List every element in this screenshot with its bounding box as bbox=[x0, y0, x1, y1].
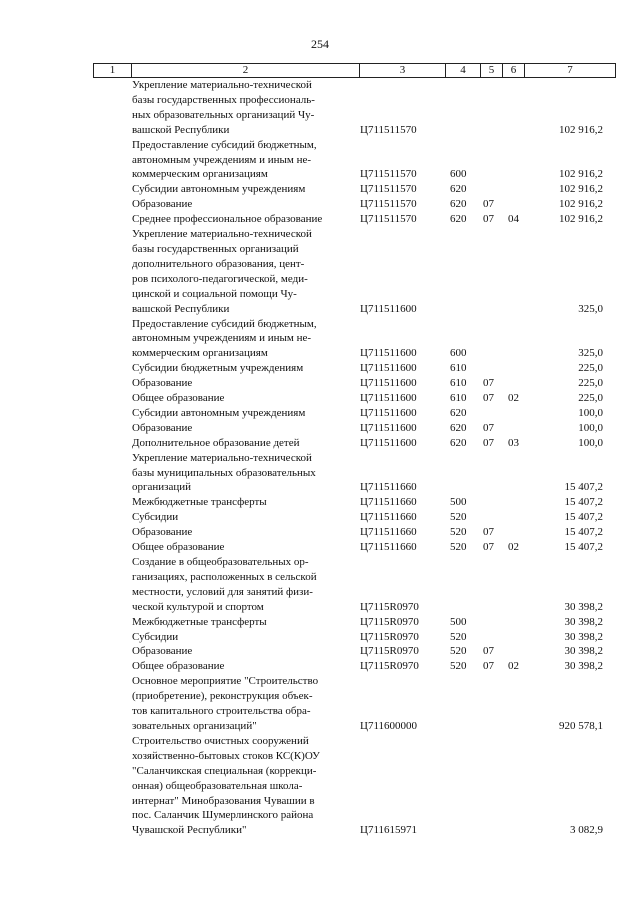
table-row bbox=[0, 525, 640, 540]
row-code: Ц711511660 bbox=[360, 511, 417, 524]
row-code: Ц711511600 bbox=[360, 362, 417, 375]
table-row bbox=[0, 212, 640, 227]
row-pr: 03 bbox=[508, 436, 519, 449]
row-pr: 02 bbox=[508, 660, 519, 673]
budget-table-body bbox=[0, 78, 640, 838]
row-vr: 620 bbox=[450, 406, 467, 419]
row-name: Общее образование bbox=[132, 541, 225, 554]
table-row bbox=[0, 376, 640, 391]
table-row bbox=[0, 630, 640, 645]
table-row bbox=[0, 197, 640, 212]
row-name: Образование bbox=[132, 526, 193, 539]
row-code: Ц711511660 bbox=[360, 481, 417, 494]
row-name: Укрепление материально-технической базы государственных организаций дополнительного образования, цент- ров психолого-педагогической, меди- цинской и социальной помощи Чу- вашской Республики bbox=[132, 228, 312, 315]
row-code: Ц711615971 bbox=[360, 824, 418, 837]
row-pr: 02 bbox=[508, 392, 519, 405]
row-code: Ц711600000 bbox=[360, 719, 418, 732]
row-sum: 15 407,2 bbox=[564, 496, 603, 509]
row-name: Укрепление материально-технической базы государственных профессиональ- ных образовательных организаций Чу- вашской Республики bbox=[132, 79, 315, 136]
table-row bbox=[0, 510, 640, 525]
table-row bbox=[0, 540, 640, 555]
row-code: Ц711511600 bbox=[360, 392, 417, 405]
row-vr: 610 bbox=[450, 362, 467, 375]
row-code: Ц7115R0970 bbox=[360, 600, 419, 613]
table-row bbox=[0, 451, 640, 496]
row-name: Создание в общеобразовательных ор- ганизациях, расположенных в сельской местности, условий для занятий физи- ческой культурой и спортом bbox=[132, 556, 317, 613]
row-sum: 102 916,2 bbox=[559, 198, 603, 211]
row-code: Ц711511600 bbox=[360, 377, 417, 390]
row-name: Образование bbox=[132, 421, 193, 434]
row-code: Ц711511570 bbox=[360, 183, 417, 196]
row-sum: 15 407,2 bbox=[564, 481, 603, 494]
row-vr: 600 bbox=[450, 168, 467, 181]
row-vr: 600 bbox=[450, 347, 467, 360]
row-vr: 500 bbox=[450, 496, 467, 509]
row-sum: 100,0 bbox=[578, 436, 603, 449]
row-sum: 30 398,2 bbox=[564, 630, 603, 643]
row-rz: 07 bbox=[483, 660, 494, 673]
row-sum: 920 578,1 bbox=[559, 719, 603, 732]
row-code: Ц7115R0970 bbox=[360, 630, 419, 643]
table-row bbox=[0, 227, 640, 316]
table-row bbox=[0, 555, 640, 615]
table-row bbox=[0, 644, 640, 659]
row-rz: 07 bbox=[483, 198, 494, 211]
row-sum: 325,0 bbox=[578, 302, 603, 315]
row-name: Общее образование bbox=[132, 660, 225, 673]
row-name: Субсидии автономным учреждениям bbox=[132, 406, 306, 419]
row-pr: 02 bbox=[508, 541, 519, 554]
row-sum: 3 082,9 bbox=[570, 824, 603, 837]
row-name: Общее образование bbox=[132, 392, 225, 405]
row-code: Ц711511570 bbox=[360, 123, 417, 136]
row-sum: 102 916,2 bbox=[559, 213, 603, 226]
row-vr: 500 bbox=[450, 615, 467, 628]
row-vr: 610 bbox=[450, 392, 467, 405]
row-vr: 620 bbox=[450, 436, 467, 449]
row-vr: 620 bbox=[450, 421, 467, 434]
table-row bbox=[0, 421, 640, 436]
row-pr: 04 bbox=[508, 213, 519, 226]
row-vr: 520 bbox=[450, 660, 467, 673]
row-sum: 15 407,2 bbox=[564, 541, 603, 554]
row-sum: 15 407,2 bbox=[564, 526, 603, 539]
row-name: Субсидии автономным учреждениям bbox=[132, 183, 306, 196]
row-name: Субсидии bbox=[132, 511, 179, 524]
row-vr: 520 bbox=[450, 541, 467, 554]
row-vr: 520 bbox=[450, 645, 467, 658]
table-row bbox=[0, 659, 640, 674]
header-col-1: 1 bbox=[94, 64, 132, 77]
row-sum: 15 407,2 bbox=[564, 511, 603, 524]
row-name: Основное мероприятие "Строительство (приобретение), реконструкция объек- тов капитального строительства обра- зовательных организаций" bbox=[132, 675, 319, 732]
row-code: Ц711511570 bbox=[360, 213, 417, 226]
row-name: Образование bbox=[132, 645, 193, 658]
row-code: Ц711511600 bbox=[360, 406, 417, 419]
row-code: Ц7115R0970 bbox=[360, 645, 419, 658]
row-code: Ц711511660 bbox=[360, 496, 417, 509]
row-name: Среднее профессиональное образование bbox=[132, 213, 323, 226]
row-name: Субсидии бюджетным учреждениям bbox=[132, 362, 304, 375]
row-rz: 07 bbox=[483, 392, 494, 405]
row-name: Образование bbox=[132, 377, 193, 390]
row-name: Межбюджетные трансферты bbox=[132, 615, 267, 628]
row-name: Укрепление материально-технической базы муниципальных образовательных организаций bbox=[132, 451, 316, 494]
row-code: Ц7115R0970 bbox=[360, 615, 419, 628]
row-vr: 520 bbox=[450, 630, 467, 643]
row-sum: 30 398,2 bbox=[564, 615, 603, 628]
row-sum: 102 916,2 bbox=[559, 168, 603, 181]
row-code: Ц711511570 bbox=[360, 168, 417, 181]
row-code: Ц711511600 bbox=[360, 347, 417, 360]
row-vr: 610 bbox=[450, 377, 467, 390]
row-sum: 30 398,2 bbox=[564, 660, 603, 673]
row-code: Ц711511660 bbox=[360, 541, 417, 554]
table-row bbox=[0, 138, 640, 183]
header-col-3: 3 bbox=[360, 64, 446, 77]
header-col-5: 5 bbox=[481, 64, 503, 77]
table-row bbox=[0, 615, 640, 630]
row-sum: 102 916,2 bbox=[559, 123, 603, 136]
table-row bbox=[0, 674, 640, 734]
row-sum: 102 916,2 bbox=[559, 183, 603, 196]
row-rz: 07 bbox=[483, 436, 494, 449]
row-vr: 620 bbox=[450, 198, 467, 211]
table-row bbox=[0, 317, 640, 362]
row-code: Ц711511600 bbox=[360, 302, 417, 315]
row-sum: 325,0 bbox=[578, 347, 603, 360]
table-row bbox=[0, 78, 640, 138]
row-rz: 07 bbox=[483, 541, 494, 554]
row-name: Предоставление субсидий бюджетным, автономным учреждениям и иным не- коммерческим организациям bbox=[132, 138, 317, 181]
table-row bbox=[0, 361, 640, 376]
header-col-6: 6 bbox=[503, 64, 525, 77]
row-sum: 225,0 bbox=[578, 392, 603, 405]
table-row bbox=[0, 406, 640, 421]
row-code: Ц711511600 bbox=[360, 421, 417, 434]
row-code: Ц711511660 bbox=[360, 526, 417, 539]
row-vr: 520 bbox=[450, 511, 467, 524]
row-vr: 520 bbox=[450, 526, 467, 539]
table-row bbox=[0, 495, 640, 510]
page-number: 254 bbox=[311, 37, 329, 51]
row-vr: 620 bbox=[450, 213, 467, 226]
row-name: Межбюджетные трансферты bbox=[132, 496, 267, 509]
row-code: Ц711511600 bbox=[360, 436, 417, 449]
row-sum: 225,0 bbox=[578, 377, 603, 390]
row-code: Ц7115R0970 bbox=[360, 660, 419, 673]
row-sum: 100,0 bbox=[578, 406, 603, 419]
row-vr: 620 bbox=[450, 183, 467, 196]
row-name: Субсидии bbox=[132, 630, 179, 643]
table-row bbox=[0, 391, 640, 406]
row-name: Образование bbox=[132, 198, 193, 211]
row-rz: 07 bbox=[483, 377, 494, 390]
table-row bbox=[0, 182, 640, 197]
row-name: Строительство очистных сооружений хозяйственно-бытовых стоков КС(К)ОУ "Саланчикская специальная (коррекци- онная) общеобразовательная школа- интернат" Минобразования Чувашии в пос. Саланчик Шумерлинского района Чувашской Республики" bbox=[132, 734, 320, 837]
table-header bbox=[93, 63, 616, 78]
row-rz: 07 bbox=[483, 421, 494, 434]
table-row bbox=[0, 436, 640, 451]
row-sum: 225,0 bbox=[578, 362, 603, 375]
header-col-7: 7 bbox=[567, 64, 573, 76]
row-rz: 07 bbox=[483, 526, 494, 539]
header-col-4: 4 bbox=[446, 64, 481, 77]
row-name: Дополнительное образование детей bbox=[132, 436, 300, 449]
header-col-2: 2 bbox=[132, 64, 360, 77]
row-code: Ц711511570 bbox=[360, 198, 417, 211]
row-rz: 07 bbox=[483, 213, 494, 226]
row-sum: 100,0 bbox=[578, 421, 603, 434]
table-row bbox=[0, 734, 640, 838]
row-sum: 30 398,2 bbox=[564, 600, 603, 613]
row-rz: 07 bbox=[483, 645, 494, 658]
row-sum: 30 398,2 bbox=[564, 645, 603, 658]
row-name: Предоставление субсидий бюджетным, автономным учреждениям и иным не- коммерческим организациям bbox=[132, 317, 317, 360]
